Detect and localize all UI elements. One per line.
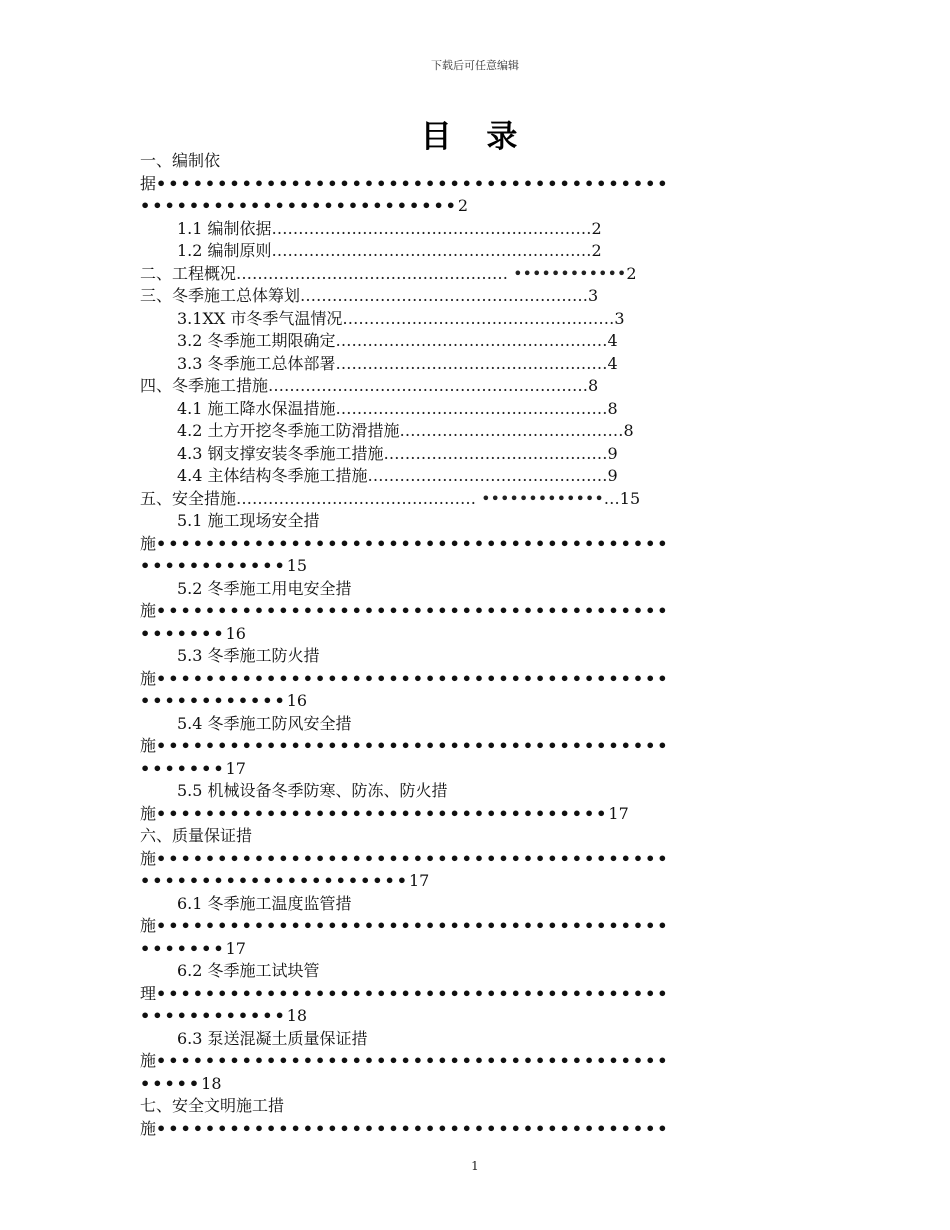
toc-entry-text: 4.3 钢支撑安装冬季施工措施	[177, 443, 384, 463]
toc-entry-text: 据	[140, 173, 157, 193]
toc-line[interactable]	[140, 353, 810, 376]
toc-page-number: 9	[607, 466, 618, 485]
table-of-contents	[140, 150, 810, 1140]
toc-line[interactable]	[140, 600, 810, 623]
toc-entry-text: 施	[140, 1051, 157, 1070]
toc-line[interactable]	[140, 578, 810, 601]
toc-leader: ………………………………………………	[300, 286, 589, 305]
toc-entry-text: 二、工程概况	[140, 263, 237, 283]
toc-entry-text: 六、质量保证措	[140, 826, 253, 845]
toc-leader: ••••••••••••••••••••••••••••••••••••••••••	[156, 1051, 670, 1070]
toc-page-number: 16	[225, 623, 246, 643]
toc-entry-text: 理	[140, 983, 157, 1003]
toc-line[interactable]	[140, 713, 810, 736]
toc-leader: ••••••••••••••••••••••••••••••••••••••••••	[156, 848, 670, 868]
toc-leader: •••••••••••••••••••••••••••••••••••••	[156, 803, 609, 823]
toc-entry-text: 6.2 冬季施工试块管	[177, 961, 320, 980]
toc-entry-text: 三、冬季施工总体筹划	[140, 286, 301, 305]
toc-line[interactable]	[140, 983, 810, 1006]
toc-line[interactable]	[140, 465, 810, 488]
toc-line[interactable]	[140, 870, 810, 893]
toc-page-number: 2	[457, 196, 469, 215]
toc-leader: ••••••••••••••••••••••••••••••••••••••••••	[156, 601, 670, 620]
toc-page-number: 17	[225, 938, 246, 958]
toc-page-number: 18	[286, 1006, 308, 1025]
toc-line[interactable]	[140, 263, 810, 286]
toc-leader: ••••••••••••••••••••••••••••••••••••••••••	[156, 173, 670, 193]
toc-line[interactable]	[140, 308, 810, 331]
toc-line[interactable]	[140, 1050, 810, 1073]
toc-page-number: 4	[607, 331, 618, 350]
toc-line[interactable]	[140, 893, 810, 916]
toc-line[interactable]	[140, 1028, 810, 1051]
toc-entry-text: 5.2 冬季施工用电安全措	[177, 578, 352, 598]
toc-entry-text: 5.4 冬季施工防风安全措	[177, 713, 352, 733]
toc-entry-text: 5.1 施工现场安全措	[177, 511, 320, 530]
toc-leader: ……………………………………………………	[271, 218, 592, 238]
toc-line[interactable]	[140, 758, 810, 781]
toc-leader: ……………………………………	[399, 421, 624, 440]
toc-page-number: 8	[607, 398, 618, 418]
toc-page-number: 18	[201, 1073, 222, 1093]
toc-line[interactable]	[140, 218, 810, 241]
toc-leader: ……………………………………………	[335, 353, 608, 373]
toc-page-number: 17	[608, 803, 629, 823]
toc-line[interactable]	[140, 330, 810, 353]
toc-entry-text: 3.2 冬季施工期限确定	[177, 331, 336, 350]
toc-leader: ………………………………………	[367, 466, 608, 485]
toc-page-number: 17	[225, 758, 246, 778]
toc-line[interactable]	[140, 803, 810, 826]
toc-entry-text: 4.1 施工降水保温措施	[177, 398, 336, 418]
toc-page-number: 4	[607, 353, 618, 373]
toc-leader: ••••••••••••	[140, 691, 287, 710]
toc-line[interactable]	[140, 195, 810, 218]
toc-entry-text: 4.4 主体结构冬季施工措施	[177, 466, 368, 485]
toc-leader: ……………………………………………………	[268, 376, 589, 395]
toc-line[interactable]	[140, 555, 810, 578]
toc-line[interactable]	[140, 690, 810, 713]
toc-leader: ……………………………………………	[342, 308, 615, 328]
toc-line[interactable]	[140, 735, 810, 758]
toc-line[interactable]	[140, 398, 810, 421]
toc-entry-text: 1.1 编制依据	[177, 218, 272, 238]
toc-line[interactable]	[140, 420, 810, 443]
toc-line[interactable]	[140, 533, 810, 556]
toc-entry-text: 3.3 冬季施工总体部署	[177, 353, 336, 373]
toc-page-number: 2	[591, 241, 602, 260]
toc-entry-text: 3.1XX 市冬季气温情况	[177, 308, 343, 328]
toc-entry-text: 五、安全措施	[140, 488, 237, 508]
toc-page-number: 8	[588, 376, 599, 395]
toc-entry-text: 5.5 机械设备冬季防寒、防冻、防火措	[177, 781, 448, 800]
header-note: 下载后可任意编辑	[431, 59, 519, 72]
toc-leader: ••••••••••••••••••••••••••••••••••••••••••	[156, 736, 670, 755]
toc-entry-text: 6.3 泵送混凝土质量保证措	[177, 1028, 368, 1048]
toc-leader: ••••••••••••••••••••••••••••••••••••••••••	[156, 533, 670, 553]
toc-leader: ……………………………………………	[335, 331, 608, 350]
toc-leader: •••••••	[140, 758, 226, 778]
toc-entry-text: 施	[140, 803, 157, 823]
toc-line[interactable]	[140, 960, 810, 983]
toc-leader: ••••••••••••••••••••••••••	[140, 196, 458, 215]
toc-leader: •••••••	[140, 938, 226, 958]
toc-entry-text: 施	[140, 533, 157, 553]
toc-entry-text: 施	[140, 916, 157, 935]
toc-leader: ……………………………………… •••••••••••••…	[236, 488, 620, 508]
toc-line[interactable]	[140, 1073, 810, 1096]
toc-leader: ••••••••••••••••••••••••••••••••••••••••••	[156, 1118, 670, 1138]
toc-entry-text: 施	[140, 848, 157, 868]
toc-line[interactable]	[140, 488, 810, 511]
toc-title: 目 录	[420, 119, 530, 155]
toc-page-number: 2	[626, 263, 637, 283]
toc-entry-text: 七、安全文明施工措	[140, 1096, 285, 1115]
toc-leader: ••••••••••••	[140, 556, 287, 575]
toc-line[interactable]	[140, 375, 810, 398]
toc-line[interactable]	[140, 443, 810, 466]
toc-entry-text: 6.1 冬季施工温度监管措	[177, 893, 352, 913]
toc-line[interactable]	[140, 848, 810, 871]
toc-line[interactable]	[140, 1095, 810, 1118]
toc-line[interactable]	[140, 623, 810, 646]
toc-leader: ……………………………………………	[335, 398, 608, 418]
toc-line[interactable]	[140, 938, 810, 961]
toc-line[interactable]	[140, 1118, 810, 1141]
toc-page-number: 17	[408, 871, 430, 890]
toc-line[interactable]	[140, 825, 810, 848]
toc-line[interactable]	[140, 1005, 810, 1028]
toc-leader: ••••••••••••	[140, 1006, 287, 1025]
toc-entry-text: 4.2 土方开挖冬季施工防滑措施	[177, 421, 400, 440]
toc-page-number: 3	[588, 286, 599, 305]
toc-page-number: 15	[286, 556, 308, 575]
toc-leader: ••••••••••••••••••••••••••••••••••••••••••	[156, 916, 670, 935]
toc-page-number: 9	[607, 443, 618, 463]
toc-entry-text: 一、编制依	[140, 151, 221, 170]
toc-leader: ……………………………………………………	[271, 241, 592, 260]
toc-line[interactable]	[140, 780, 810, 803]
toc-leader: •••••	[140, 1073, 202, 1093]
toc-page-number: 3	[614, 308, 625, 328]
toc-leader: •••••••	[140, 623, 226, 643]
toc-line[interactable]	[140, 915, 810, 938]
toc-entry-text: 5.3 冬季施工防火措	[177, 646, 320, 665]
toc-leader: ••••••••••••••••••••••••••••••••••••••••••	[156, 668, 670, 688]
toc-entry-text: 四、冬季施工措施	[140, 376, 269, 395]
toc-leader: …………………………………………… ••••••••••••	[236, 263, 627, 283]
toc-entry-text: 1.2 编制原则	[177, 241, 272, 260]
toc-line[interactable]	[140, 285, 810, 308]
toc-leader: ••••••••••••••••••••••	[140, 871, 409, 890]
toc-line[interactable]	[140, 150, 810, 173]
toc-line[interactable]	[140, 173, 810, 196]
toc-leader: ••••••••••••••••••••••••••••••••••••••••••	[156, 983, 670, 1003]
toc-page-number: 8	[623, 421, 634, 440]
toc-line[interactable]	[140, 510, 810, 533]
toc-page-number: 2	[591, 218, 602, 238]
toc-leader: ……………………………………	[383, 443, 608, 463]
toc-page-number: 16	[286, 691, 308, 710]
toc-entry-text: 施	[140, 1118, 157, 1138]
toc-entry-text: 施	[140, 736, 157, 755]
toc-line[interactable]	[140, 668, 810, 691]
toc-entry-text: 施	[140, 601, 157, 620]
toc-page-number: 15	[619, 488, 641, 508]
page-number: 1	[471, 1159, 479, 1173]
toc-line[interactable]	[140, 645, 810, 668]
toc-entry-text: 施	[140, 668, 157, 688]
toc-line[interactable]	[140, 240, 810, 263]
